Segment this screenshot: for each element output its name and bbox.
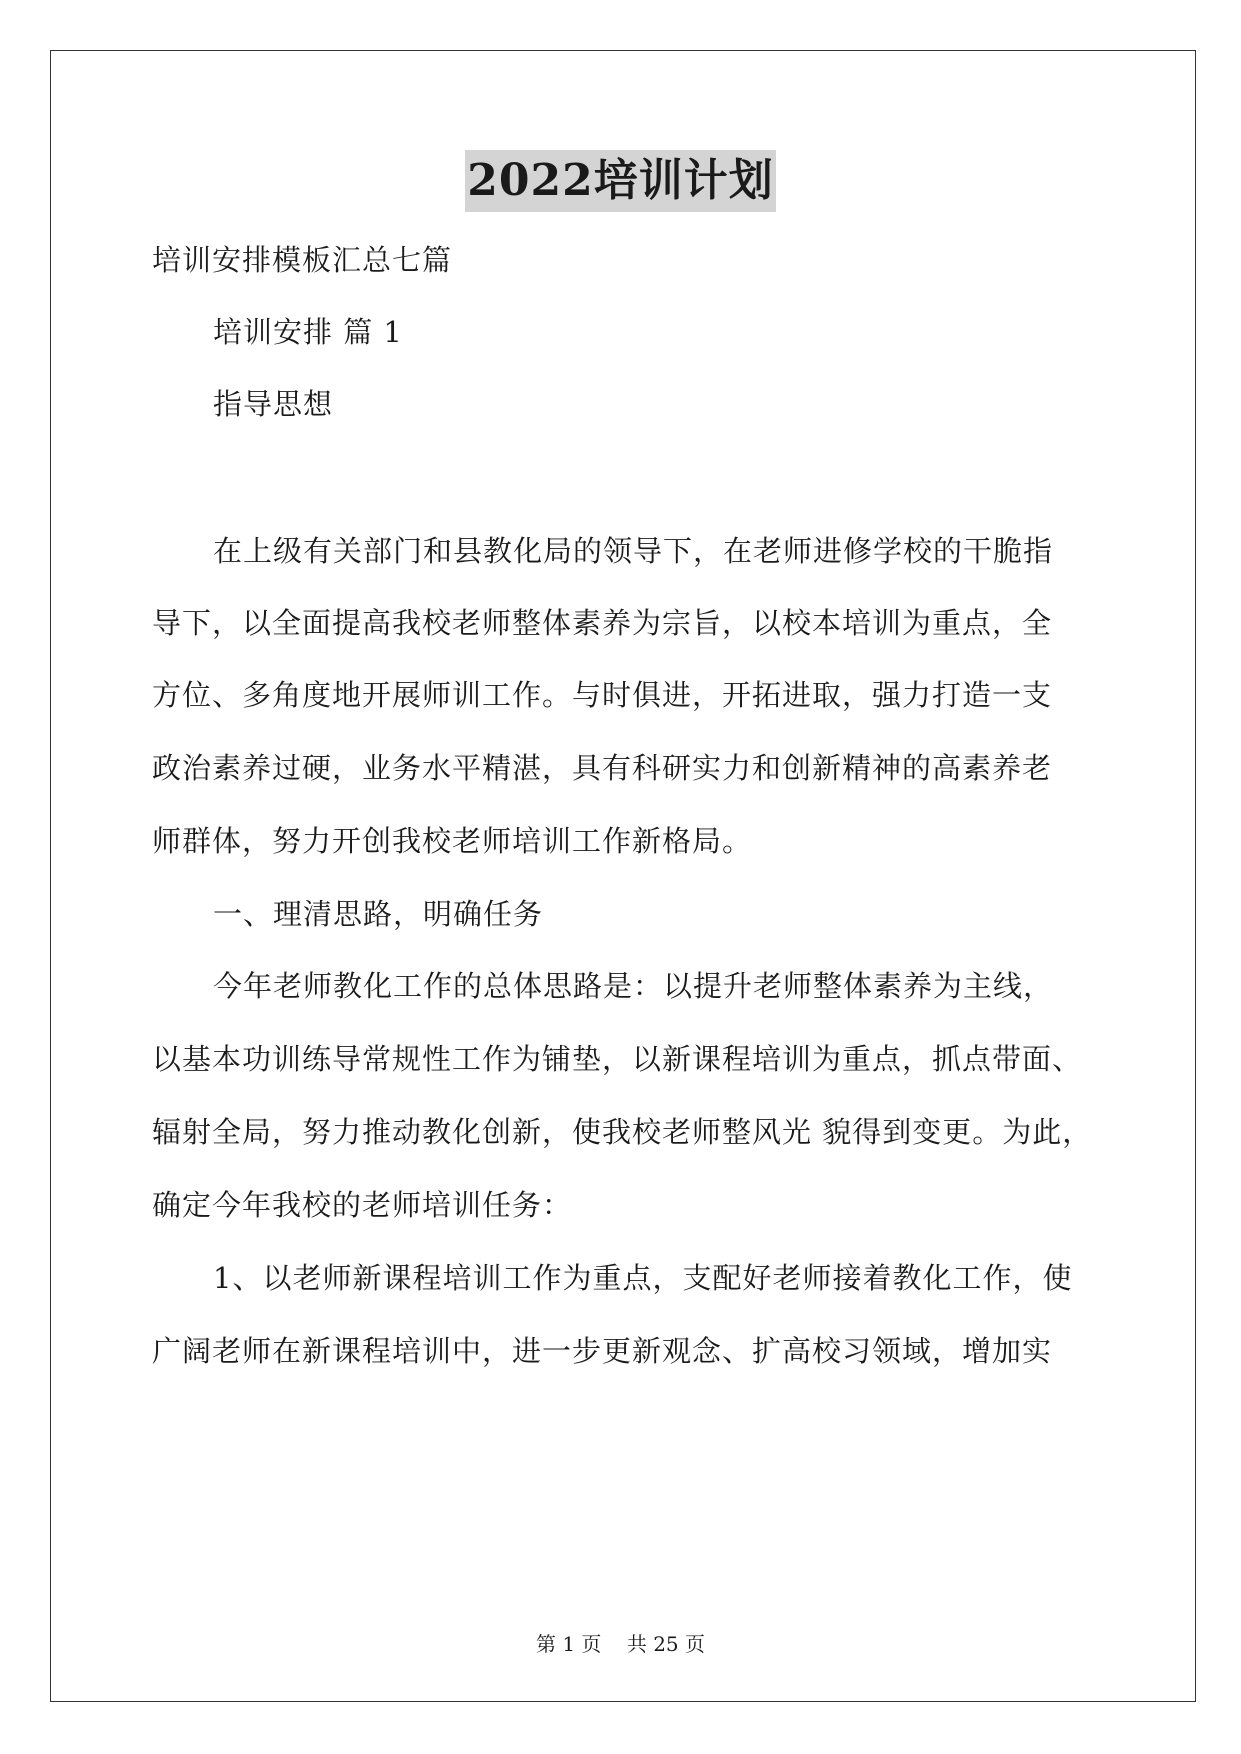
paragraph-line: 辐射全局，努力推动教化创新，使我校老师整风光 貌得到变更。为此， xyxy=(152,1115,1093,1149)
title-wrap xyxy=(0,150,1241,212)
subtitle-line: 培训安排模板汇总七篇 xyxy=(152,243,453,277)
paragraph-line: 师群体，努力开创我校老师培训工作新格局。 xyxy=(152,824,753,858)
paragraph-line: 政治素养过硬，业务水平精湛，具有科研实力和创新精神的高素养老 xyxy=(152,751,1053,785)
paragraph-line: 以基本功训练导常规性工作为铺垫，以新课程培训为重点，抓点带面、 xyxy=(152,1042,1083,1076)
page-border xyxy=(50,50,1196,1702)
document-title: 2022培训计划 xyxy=(465,150,775,212)
section-heading: 培训安排 篇 1 xyxy=(213,315,403,349)
paragraph-line: 广阔老师在新课程培训中，进一步更新观念、扩高校习领域，增加实 xyxy=(152,1334,1053,1368)
section-heading: 指导思想 xyxy=(213,387,334,421)
paragraph-line: 导下，以全面提高我校老师整体素养为宗旨，以校本培训为重点，全 xyxy=(152,606,1053,640)
page-number-footer: 第 1 页 共 25 页 xyxy=(535,1632,706,1656)
paragraph-line: 1、以老师新课程培训工作为重点，支配好老师接着教化工作，使 xyxy=(213,1261,1073,1295)
paragraph-line: 在上级有关部门和县教化局的领导下，在老师进修学校的干脆指 xyxy=(213,534,1054,568)
section-heading: 一、理清思路，明确任务 xyxy=(213,897,544,931)
paragraph-line: 方位、多角度地开展师训工作。与时俱进，开拓进取，强力打造一支 xyxy=(152,678,1053,712)
paragraph-line: 确定今年我校的老师培训任务： xyxy=(152,1188,573,1222)
paragraph-line: 今年老师教化工作的总体思路是：以提升老师整体素养为主线， xyxy=(213,969,1054,1003)
